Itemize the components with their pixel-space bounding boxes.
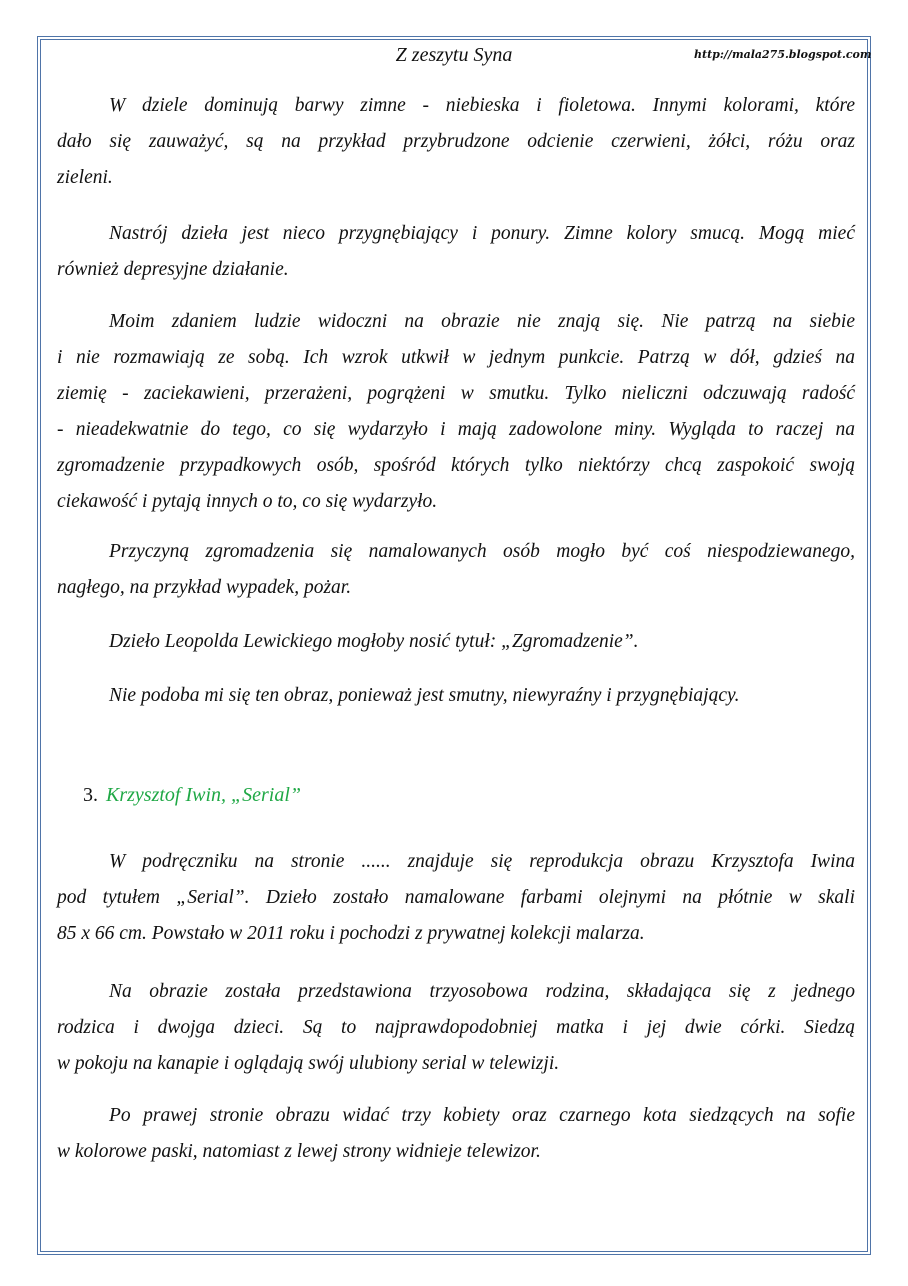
paragraph [57, 534, 855, 606]
text-line: ziemię - zaciekawieni, przerażeni, pogrążeni w smutku. Tylko nieliczni odczuwają radość [57, 383, 855, 404]
text-line: Moim zdaniem ludzie widoczni na obrazie nie znają się. Nie patrzą na siebie [109, 311, 855, 332]
text-line: Nie podoba mi się ten obraz, ponieważ jest smutny, niewyraźny i przygnębiający. [109, 685, 740, 706]
text-line: pod tytułem „Serial”. Dzieło zostało namalowane farbami olejnymi na płótnie w skali [57, 887, 855, 908]
text-line: Nastrój dzieła jest nieco przygnębiający i ponury. Zimne kolory smucą. Mogą mieć [109, 223, 855, 244]
paragraph [57, 88, 855, 196]
text-line: ciekawość i pytają innych o to, co się wydarzyło. [57, 491, 438, 512]
text-line: rodzica i dwojga dzieci. Są to najprawdopodobniej matka i jej dwie córki. Siedzą [57, 1017, 855, 1038]
paragraph [57, 678, 855, 714]
text-line: również depresyjne działanie. [57, 259, 289, 280]
paragraph [57, 844, 855, 952]
paragraph [57, 1098, 855, 1170]
paragraph [57, 216, 855, 288]
text-line: Dzieło Leopolda Lewickiego mogłoby nosić tytuł: „Zgromadzenie”. [109, 631, 639, 652]
section-title: Krzysztof Iwin, „Serial” [106, 784, 302, 806]
text-line: w kolorowe paski, natomiast z lewej strony widnieje telewizor. [57, 1141, 541, 1162]
text-line: 85 x 66 cm. Powstało w 2011 roku i pochodzi z prywatnej kolekcji malarza. [57, 923, 645, 944]
text-line: i nie rozmawiają ze sobą. Ich wzrok utkwił w jednym punkcie. Patrzą w dół, gdzieś na [57, 347, 855, 368]
text-line: w pokoju na kanapie i oglądają swój ulubiony serial w telewizji. [57, 1053, 560, 1074]
text-line: Na obrazie została przedstawiona trzyosobowa rodzina, składająca się z jednego [109, 981, 855, 1002]
text-line: Po prawej stronie obrazu widać trzy kobiety oraz czarnego kota siedzących na sofie [109, 1105, 855, 1126]
text-line: Przyczyną zgromadzenia się namalowanych osób mogło być coś niespodziewanego, [109, 541, 855, 562]
blog-url[interactable]: http://mala275.blogspot.com [694, 48, 872, 61]
section-heading [83, 784, 301, 807]
text-line: W podręczniku na stronie ...... znajduje się reprodukcja obrazu Krzysztofa Iwina [109, 851, 855, 872]
text-line: - nieadekwatnie do tego, co się wydarzyło i mają zadowolone miny. Wygląda to raczej na [57, 419, 855, 440]
paragraph [57, 974, 855, 1082]
text-line: zgromadzenie przypadkowych osób, spośród których tylko niektórzy chcą zaspokoić swoją [57, 455, 855, 476]
text-line: dało się zauważyć, są na przykład przybrudzone odcienie czerwieni, żółci, różu oraz [57, 131, 855, 152]
paragraph [57, 624, 855, 660]
text-line: zieleni. [57, 167, 113, 188]
page-title: Z zeszytu Syna [395, 44, 513, 66]
paragraph [57, 304, 855, 520]
text-line: nagłego, na przykład wypadek, pożar. [57, 577, 352, 598]
section-number: 3. [83, 784, 98, 806]
text-line: W dziele dominują barwy zimne - niebieska i fioletowa. Innymi kolorami, które [109, 95, 855, 116]
